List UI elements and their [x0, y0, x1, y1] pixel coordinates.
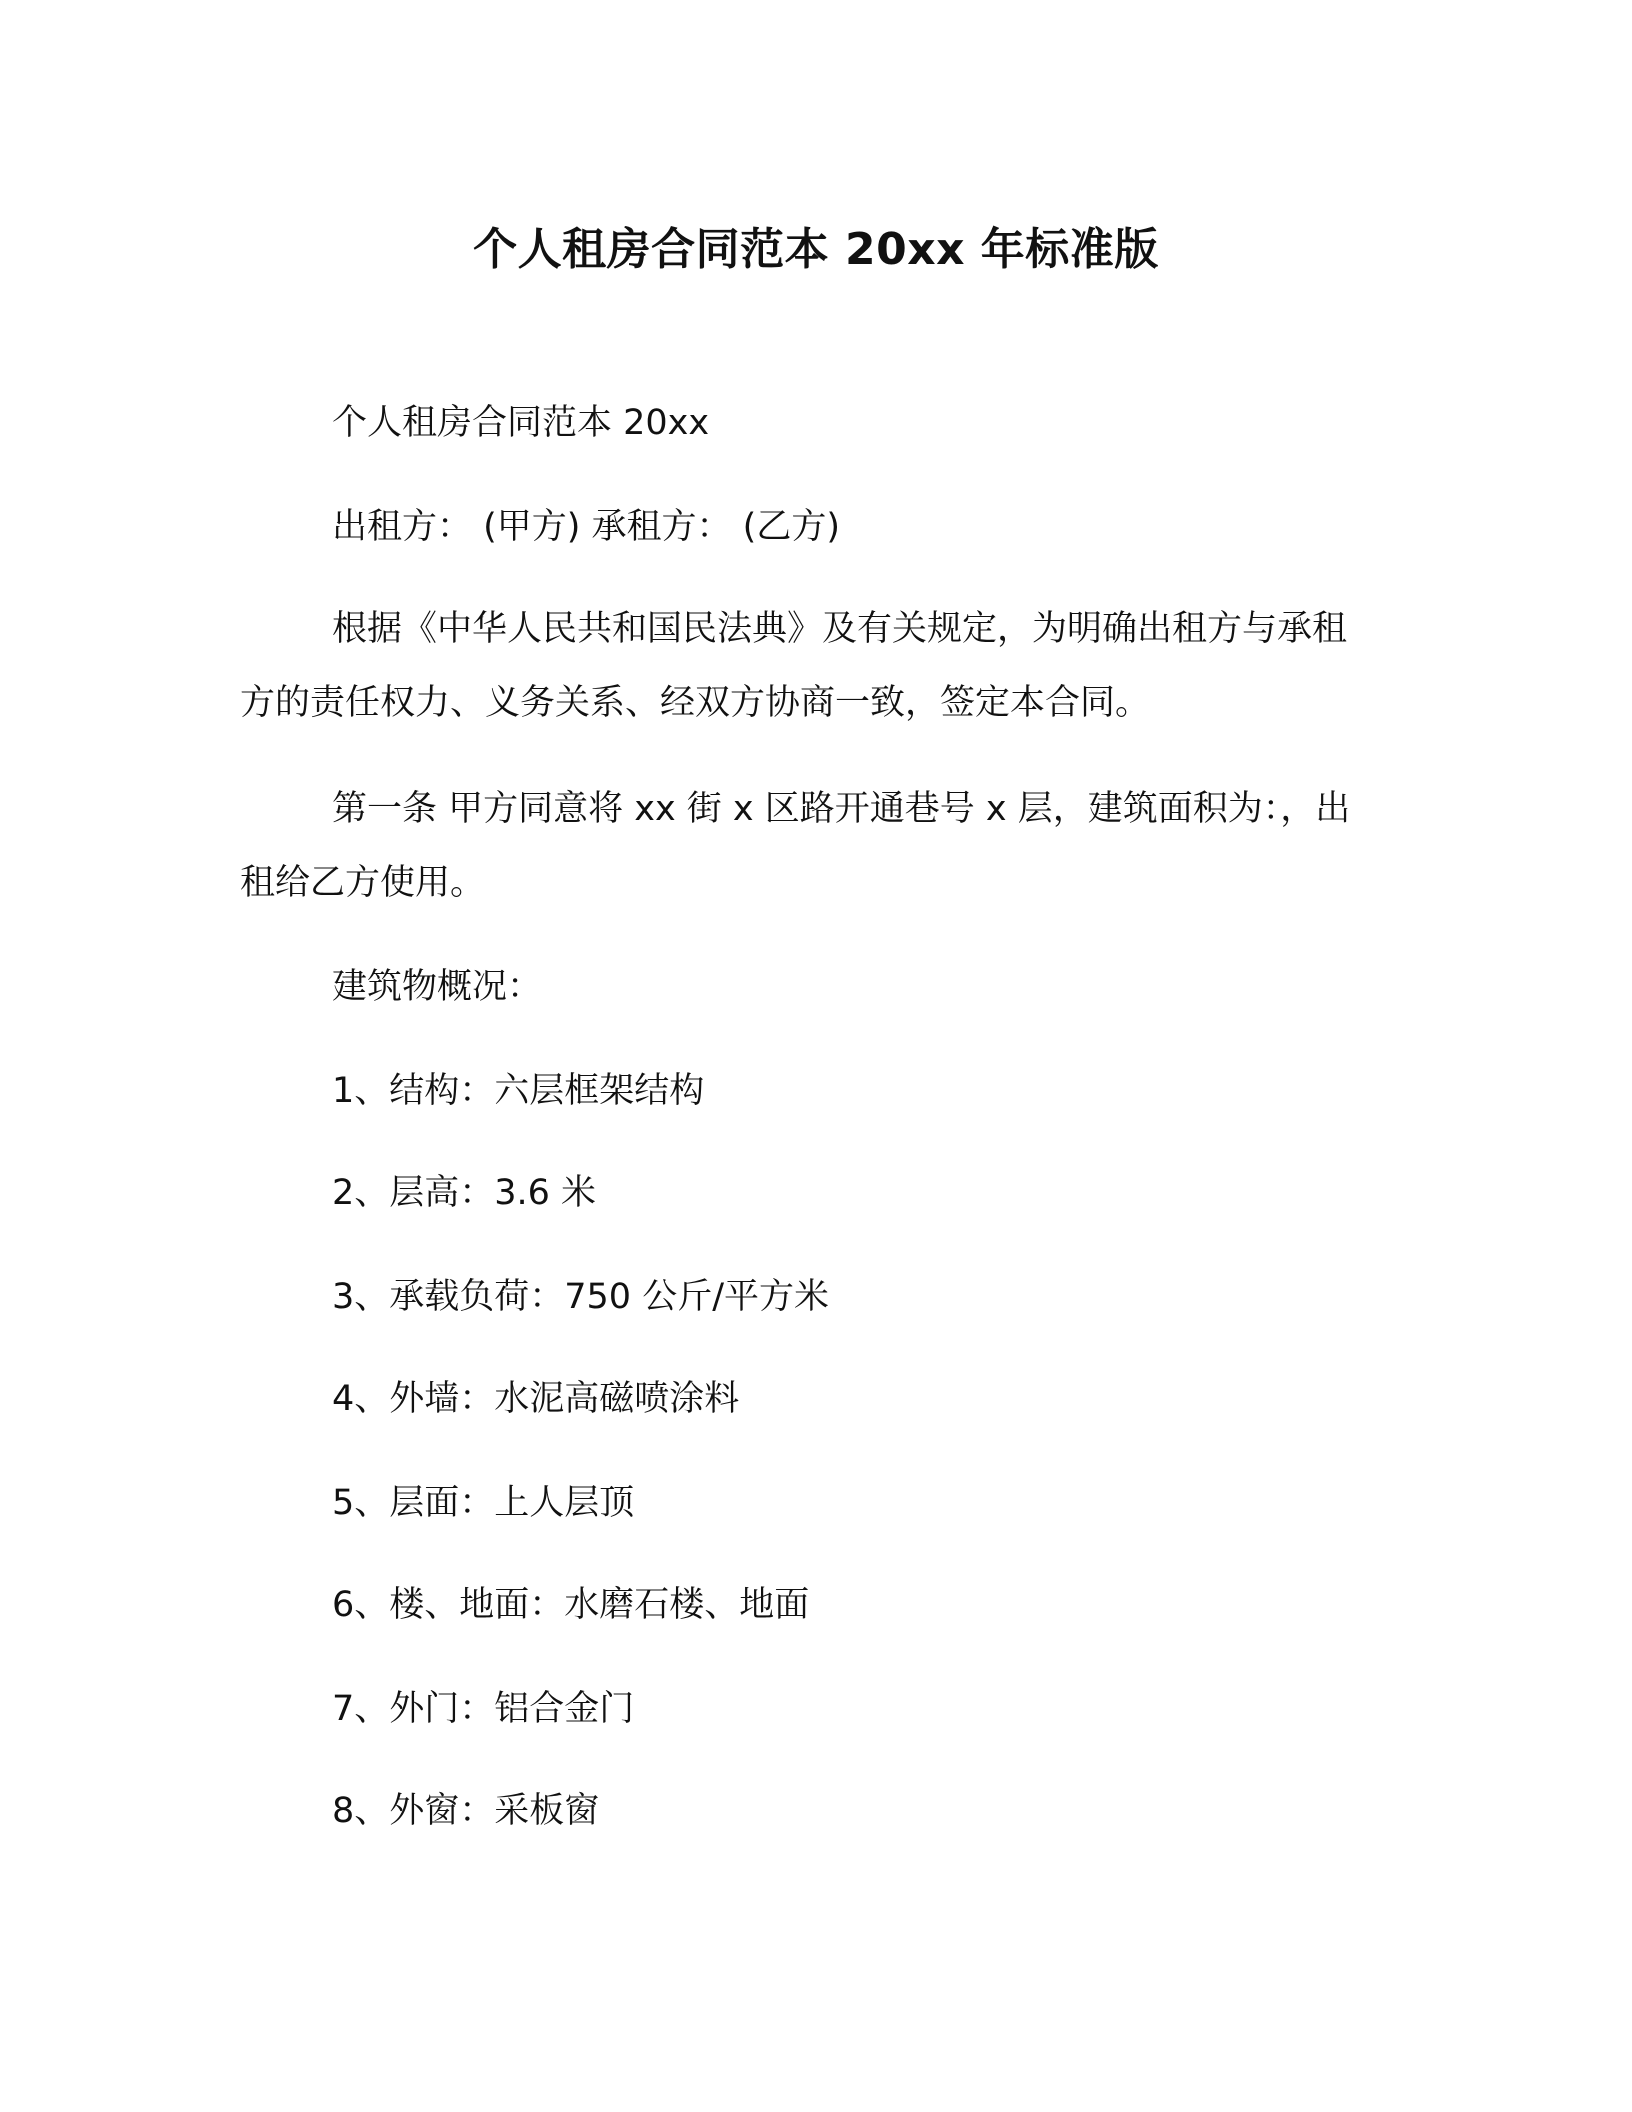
- building-item-roof: 5、层面：上人层顶: [332, 1483, 635, 1523]
- preamble-paragraph: 根据《中华人民共和国民法典》及有关规定，为明确出租方与承租方的责任权力、义务关系、经双方协商一致，签定本合同。: [240, 609, 1348, 723]
- parties-line: 出租方： (甲方) 承租方： (乙方): [332, 507, 840, 547]
- document-subtitle: 个人租房合同范本 20xx: [332, 403, 710, 443]
- building-item-structure: 1、结构：六层框架结构: [332, 1071, 705, 1111]
- building-item-floor-height: 2、层高：3.6 米: [332, 1173, 597, 1213]
- building-overview-heading: 建筑物概况：: [332, 967, 543, 1007]
- document-title: 个人租房合同范本 20xx 年标准版: [473, 224, 1159, 275]
- building-item-floor: 6、楼、地面：水磨石楼、地面: [332, 1585, 810, 1625]
- building-item-load: 3、承载负荷：750 公斤/平方米: [332, 1277, 829, 1317]
- article-1-paragraph: 第一条 甲方同意将 xx 街 x 区路开通巷号 x 层，建筑面积为：，出租给乙方使用。: [240, 789, 1351, 903]
- building-item-exterior-door: 7、外门：铝合金门: [332, 1689, 635, 1729]
- building-item-exterior-wall: 4、外墙：水泥高磁喷涂料: [332, 1379, 740, 1419]
- building-item-exterior-window: 8、外窗：采板窗: [332, 1791, 600, 1831]
